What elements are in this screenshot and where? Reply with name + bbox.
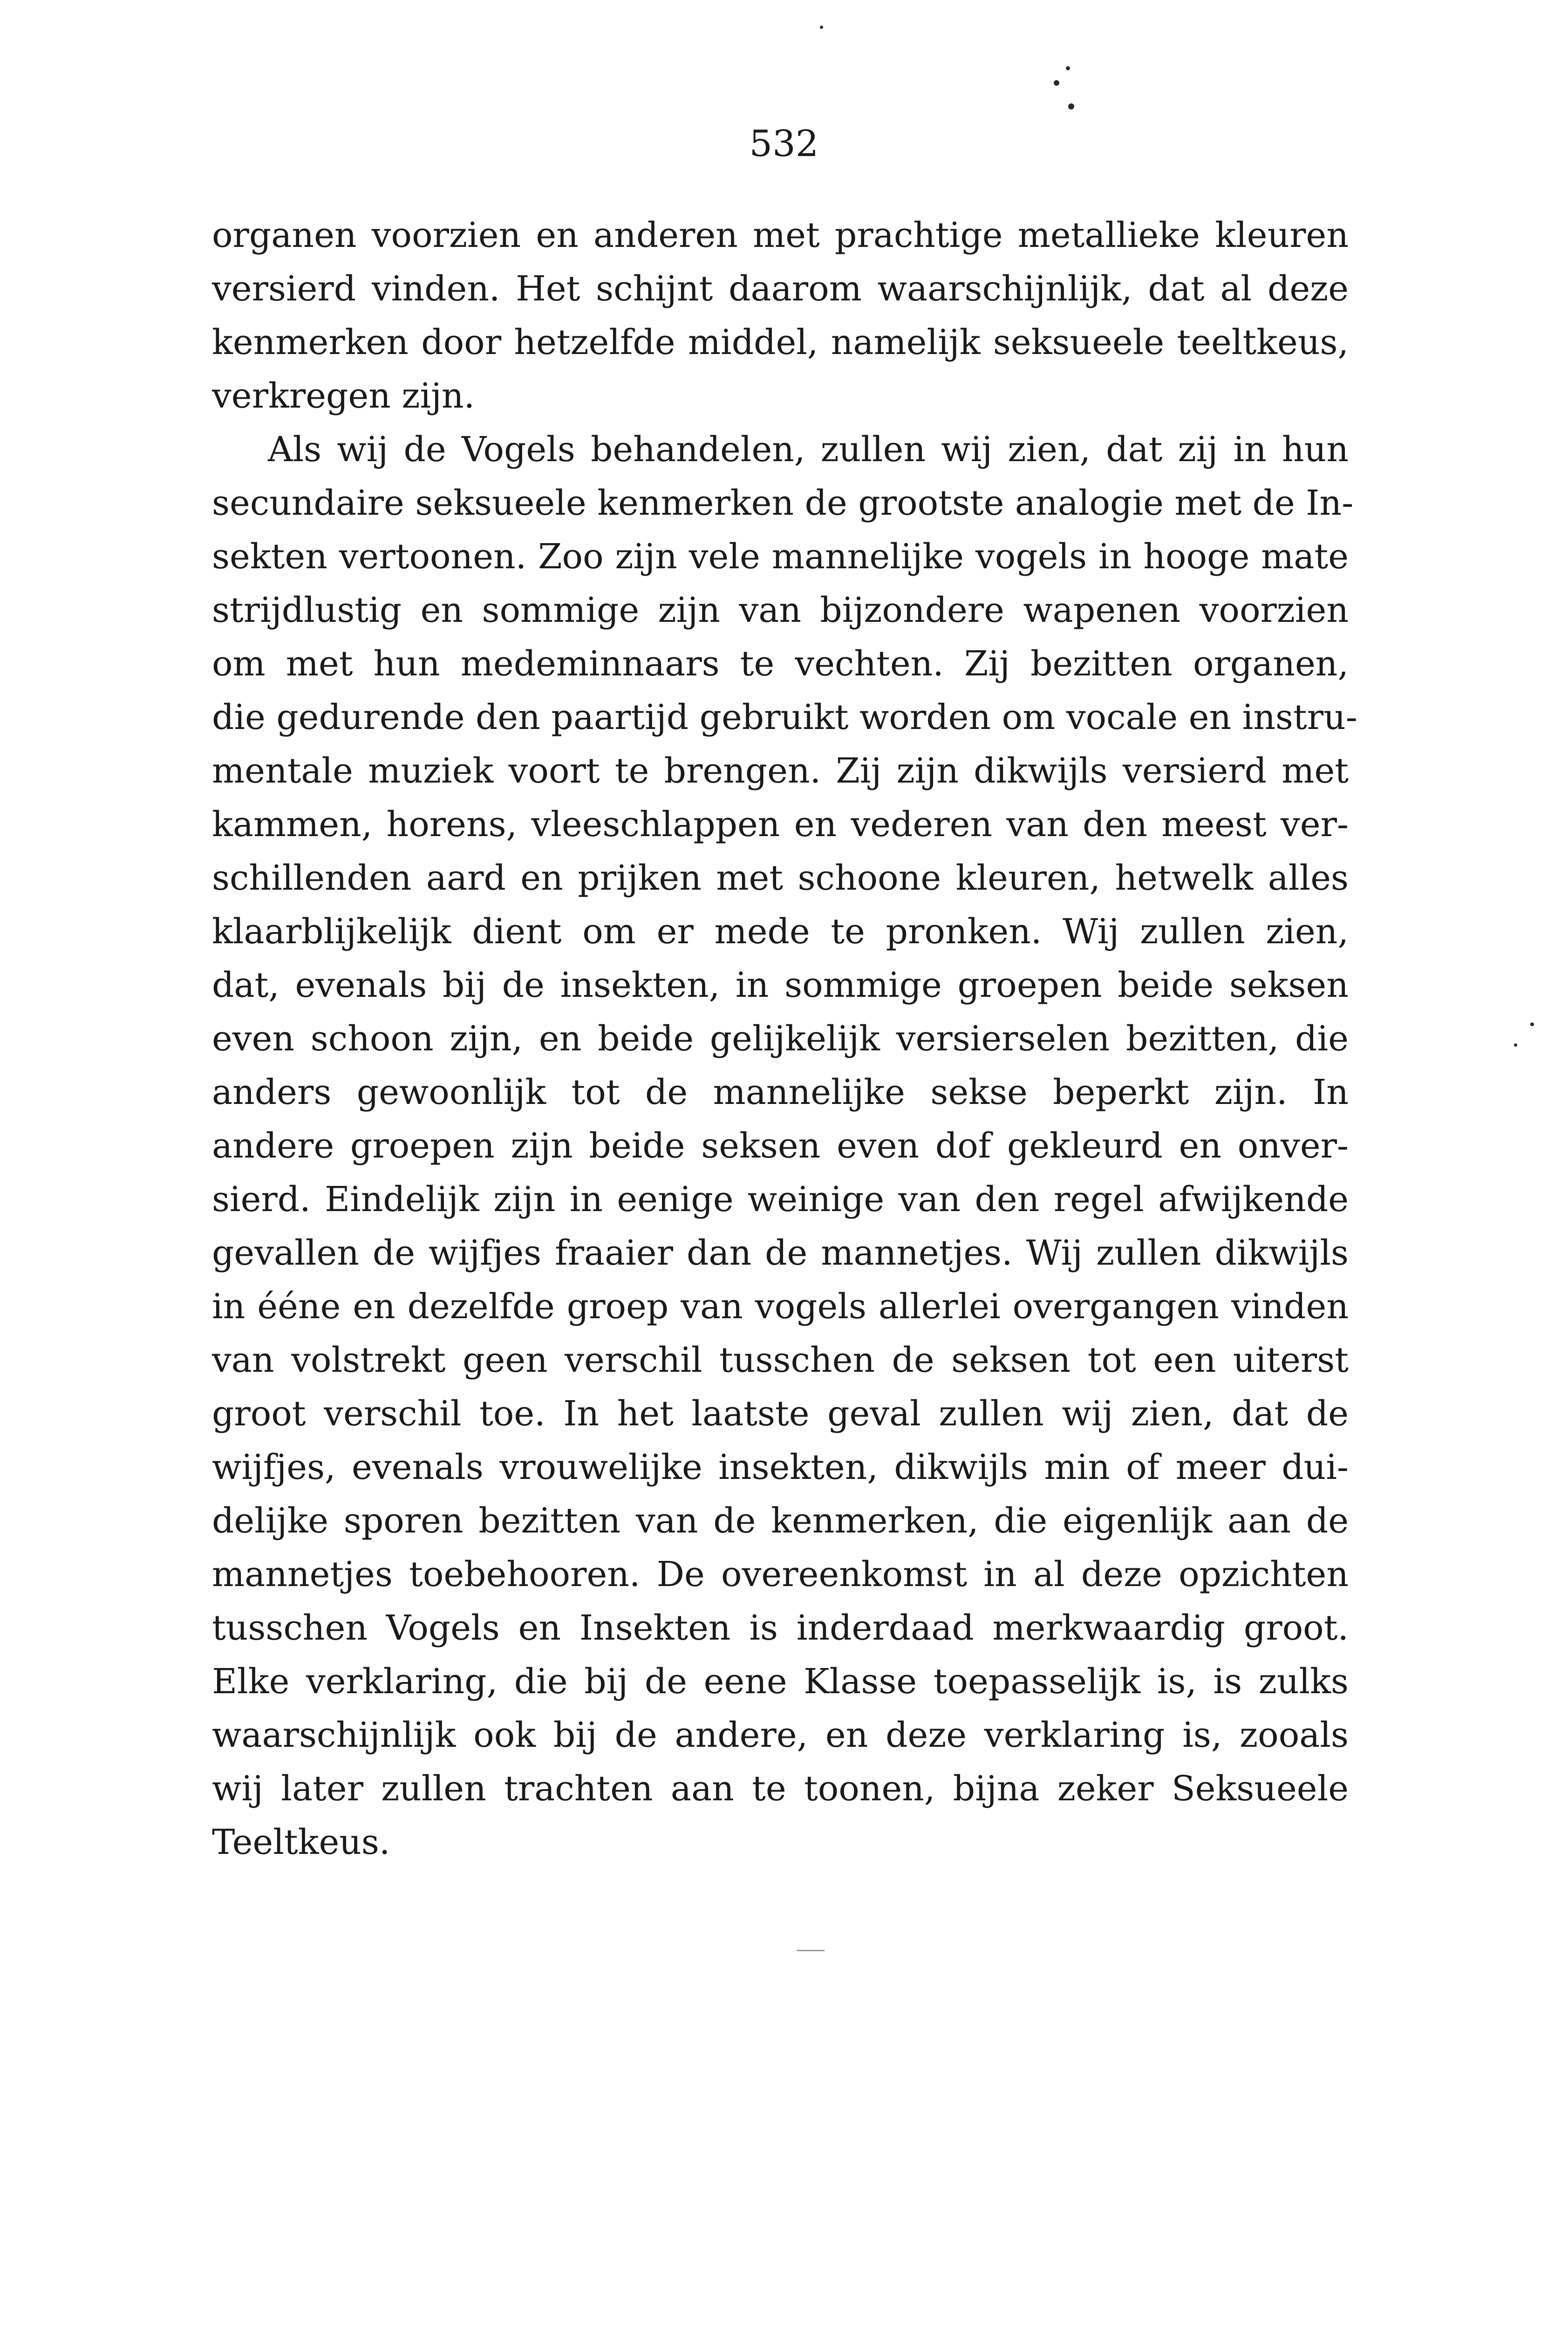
text-line: Als wij de Vogels behandelen, zullen wij zien, dat zij in hun (268, 429, 1349, 470)
text-line: sierd. Eindelijk zijn in eenige weinige van den regel afwijkende (212, 1179, 1349, 1219)
text-line: groot verschil toe. In het laatste geval zullen wij zien, dat de (212, 1394, 1349, 1434)
text-line: Elke verklaring, die bij de eene Klasse toepasselijk is, is zulks (212, 1662, 1349, 1702)
text-line: wij later zullen trachten aan te toonen, bijna zeker Seksueele (212, 1769, 1349, 1809)
text-line: versierd vinden. Het schijnt daarom waarschijnlijk, dat al deze (212, 269, 1349, 309)
page-number: 532 (749, 123, 819, 165)
text-line: gevallen de wijfjes fraaier dan de mannetjes. Wij zullen dikwijls (212, 1233, 1349, 1273)
text-line: anders gewoonlijk tot de mannelijke sekse beperkt zijn. In (212, 1072, 1349, 1112)
paragraph-2 (212, 423, 1357, 1869)
text-line: mannetjes toebehooren. De overeenkomst in al deze opzichten (212, 1554, 1349, 1594)
body-text (212, 209, 1357, 1869)
text-line: kammen, horens, vleeschlappen en vederen van den meest ver- (212, 804, 1349, 844)
text-line: sekten vertoonen. Zoo zijn vele mannelijke vogels in hooge mate (212, 537, 1349, 577)
text-line: organen voorzien en anderen met prachtige metallieke kleuren (212, 215, 1349, 255)
text-line: secundaire seksueele kenmerken de grootste analogie met de In- (212, 483, 1354, 523)
text-line: wijfjes, evenals vrouwelijke insekten, dikwijls min of meer dui- (212, 1447, 1349, 1487)
text-line: klaarblijkelijk dient om er mede te pronken. Wij zullen zien, (212, 912, 1349, 952)
text-line: om met hun medeminnaars te vechten. Zij bezitten organen, (212, 644, 1349, 684)
text-line: andere groepen zijn beide seksen even dof gekleurd en onver- (212, 1126, 1349, 1166)
text-line: verkregen zijn. (212, 376, 475, 416)
paragraph-1 (212, 209, 1349, 423)
text-line: dat, evenals bij de insekten, in sommige groepen beide seksen (212, 965, 1349, 1005)
scan-speck (1054, 80, 1059, 86)
text-line: in ééne en dezelfde groep van vogels allerlei overgangen vinden (212, 1287, 1349, 1327)
text-line: kenmerken door hetzelfde middel, namelijk seksueele teeltkeus, (212, 322, 1349, 362)
scan-speck (820, 26, 823, 29)
bottom-rule (797, 1950, 825, 1951)
text-line: die gedurende den paartijd gebruikt worden om vocale en instru- (212, 697, 1357, 737)
text-line: tusschen Vogels en Insekten is inderdaad merkwaardig groot. (212, 1608, 1349, 1648)
text-line: schillenden aard en prijken met schoone kleuren, hetwelk alles (212, 858, 1349, 898)
text-line: strijdlustig en sommige zijn van bijzondere wapenen voorzien (212, 590, 1349, 630)
scan-speck (1514, 1043, 1517, 1047)
text-line: mentale muziek voort te brengen. Zij zijn dikwijls versierd met (212, 751, 1349, 791)
text-line: delijke sporen bezitten van de kenmerken, die eigenlijk aan de (212, 1501, 1349, 1541)
text-line: even schoon zijn, en beide gelijkelijk versierselen bezitten, die (212, 1019, 1349, 1059)
scan-speck (1530, 1022, 1534, 1026)
text-line: waarschijnlijk ook bij de andere, en deze verklaring is, zooals (212, 1715, 1349, 1755)
text-line: Teeltkeus. (212, 1822, 390, 1862)
text-line: van volstrekt geen verschil tusschen de seksen tot een uiterst (212, 1340, 1349, 1380)
scan-speck (1068, 103, 1074, 109)
scan-speck (1066, 66, 1070, 70)
